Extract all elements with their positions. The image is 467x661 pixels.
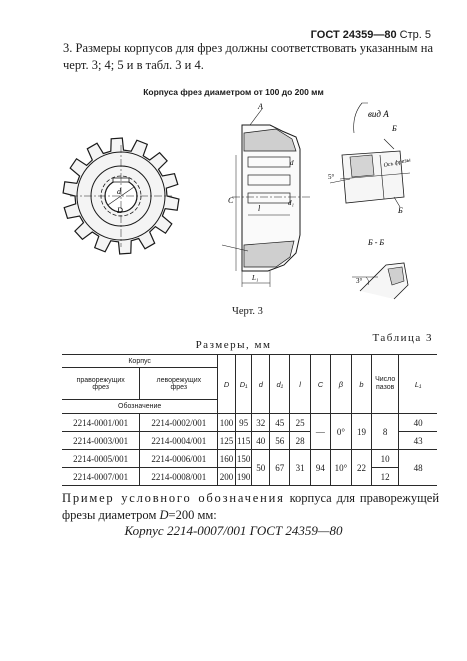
example-paragraph: [62, 490, 439, 524]
cell-D1: 190: [235, 468, 252, 486]
cell-b-bottom: 22: [351, 450, 371, 486]
cell-right: 2214-0003/001: [62, 432, 140, 450]
example-lead: Пример условного обозначения: [62, 491, 285, 505]
label-L1: L₁: [252, 274, 259, 282]
cell-slots-top: 8: [372, 414, 399, 450]
example-value: =200 мм:: [168, 508, 217, 522]
label-B-top: Б: [392, 124, 397, 133]
cell-right: 2214-0007/001: [62, 468, 140, 486]
label-d-side: d: [290, 159, 294, 167]
cell-beta-bottom: 10°: [331, 450, 352, 486]
label-l: l: [258, 204, 261, 213]
cutter-side-section: [222, 109, 310, 287]
cell-d: 40: [252, 432, 270, 450]
cell-d: 32: [252, 414, 270, 432]
cell-d1: 45: [270, 414, 290, 432]
header-d: d: [252, 355, 270, 414]
example-text: корпуса для праворежущей фрезы диаметром: [62, 491, 440, 522]
cell-d-bottom: 50: [252, 450, 270, 486]
cell-D: 100: [218, 414, 236, 432]
technical-drawing: [0, 95, 467, 300]
cell-D: 125: [218, 432, 236, 450]
label-D-front: D: [117, 206, 123, 215]
table-row: [62, 468, 437, 486]
cell-slots: 10: [372, 450, 399, 468]
figure-caption: Корпуса фрез диаметром от 100 до 200 мм: [143, 87, 324, 97]
label-angle-5: 5°: [328, 173, 335, 181]
header-b: b: [351, 355, 371, 414]
example-formula: D: [159, 508, 169, 522]
label-cutter-axis: Ось фрезы: [383, 157, 412, 169]
label-d1: d₁: [288, 199, 294, 207]
label-angle-3: 3°: [356, 277, 363, 285]
cell-left: 2214-0004/001: [140, 432, 218, 450]
header-designation: Обозначение: [62, 400, 218, 414]
header-C: C: [310, 355, 330, 414]
label-view-a: вид A: [368, 109, 389, 119]
header-D1: D₁: [235, 355, 252, 414]
cell-l: 25: [290, 414, 310, 432]
table-title: Размеры, мм: [195, 339, 272, 351]
intro-paragraph: 3. Размеры корпусов для фрез должны соответствовать указанным на черт. 3; 4; 5 и в табл. 3 и 4.: [63, 41, 433, 72]
header-L1: L₁: [399, 355, 437, 414]
cell-left: 2214-0002/001: [140, 414, 218, 432]
cell-slots: 12: [372, 468, 399, 486]
cell-L1: 43: [399, 432, 437, 450]
header-d1: d₁: [270, 355, 290, 414]
cell-l-bottom: 31: [290, 450, 310, 486]
figure-number: Черт. 3: [232, 306, 263, 317]
table-row: [62, 414, 437, 432]
cell-left: 2214-0008/001: [140, 468, 218, 486]
cell-b-top: 19: [351, 414, 371, 450]
cell-L1-bottom: 48: [399, 450, 437, 486]
table-row: [62, 450, 437, 468]
label-C: C: [228, 196, 234, 205]
cell-D1: 95: [235, 414, 252, 432]
cell-C-bottom: 94: [310, 450, 330, 486]
cell-right: 2214-0001/001: [62, 414, 140, 432]
standard-number: ГОСТ 24359—80: [310, 29, 397, 41]
header-slots: Число пазов: [372, 355, 399, 414]
header-D: D: [218, 355, 236, 414]
dimensions-table: [62, 354, 437, 486]
cell-right: 2214-0005/001: [62, 450, 140, 468]
cell-l: 28: [290, 432, 310, 450]
header-right-hand: праворежущих фрез: [62, 368, 140, 400]
label-B-bottom: Б: [398, 206, 403, 215]
cell-D1: 115: [235, 432, 252, 450]
header-body-group: Корпус: [62, 355, 218, 368]
header-left-hand: леворежущих фрез: [140, 368, 218, 400]
cutter-front-view: [63, 138, 179, 254]
header-beta: β: [331, 355, 352, 414]
cell-D1: 150: [235, 450, 252, 468]
header-l: l: [290, 355, 310, 414]
cell-L1: 40: [399, 414, 437, 432]
label-d-front: d: [117, 187, 121, 196]
label-A: A: [258, 102, 263, 111]
table-label: Таблица 3: [372, 332, 433, 344]
designation-example: Корпус 2214-0007/001 ГОСТ 24359—80: [124, 523, 343, 538]
label-section-bb: Б - Б: [368, 238, 385, 247]
cell-d1-bottom: 67: [270, 450, 290, 486]
cell-left: 2214-0006/001: [140, 450, 218, 468]
cell-C-top: —: [310, 414, 330, 450]
cell-D: 200: [218, 468, 236, 486]
cell-D: 160: [218, 450, 236, 468]
cell-beta-top: 0°: [331, 414, 352, 450]
page-number: Стр. 5: [399, 29, 431, 41]
cell-d1: 56: [270, 432, 290, 450]
